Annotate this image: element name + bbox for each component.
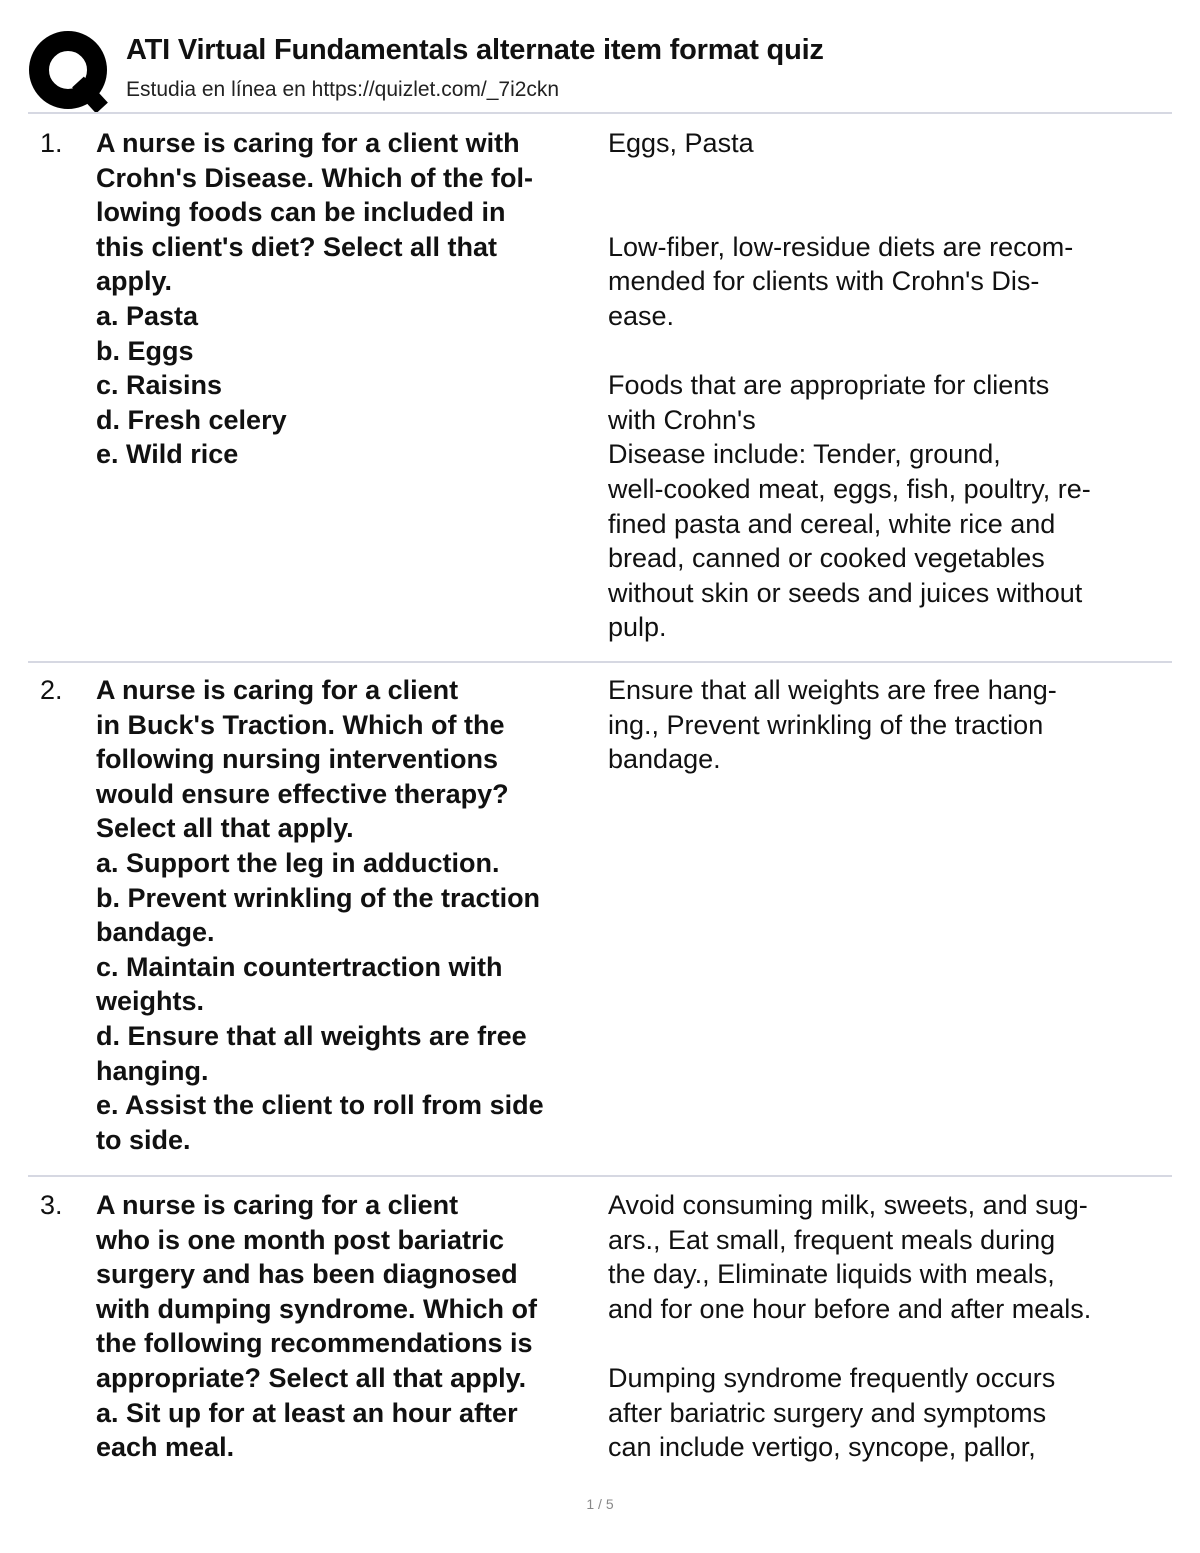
question-line: Select all that apply.: [96, 813, 354, 844]
question-line: Crohn's Disease. Which of the fol-: [96, 162, 533, 193]
question-text: [96, 1188, 606, 1465]
answer-line: Foods that are appropriate for clients: [608, 370, 1050, 401]
question-line: in Buck's Traction. Which of the: [96, 709, 505, 740]
answer-line: Ensure that all weights are free hang-: [608, 675, 1057, 705]
item-number: 1.: [40, 128, 63, 158]
question-line: weights.: [96, 986, 205, 1017]
document-subtitle: Estudia en línea en https://quizlet.com/_7i2ckn: [126, 78, 560, 101]
answer-line: well-cooked meat, eggs, fish, poultry, re-: [608, 473, 1091, 504]
answer-text: [608, 673, 1168, 777]
answer-line: the day., Eliminate liquids with meals,: [608, 1259, 1055, 1290]
document-title: ATI Virtual Fundamentals alternate item format quiz: [126, 34, 824, 66]
question-text: [96, 126, 606, 472]
question-line: b. Eggs: [96, 335, 194, 366]
quizlet-logo-icon: [28, 30, 110, 112]
answer-text: [608, 1188, 1168, 1465]
answer-line: mended for clients with Crohn's Dis-: [608, 266, 1040, 297]
answer-line: Dumping syndrome frequently occurs: [608, 1362, 1056, 1393]
divider: [28, 661, 1172, 663]
answer-line: Eggs, Pasta: [608, 128, 754, 158]
question-line: following nursing interventions: [96, 744, 498, 775]
item-number: 3.: [40, 1190, 63, 1220]
question-line: a. Sit up for at least an hour after: [96, 1397, 518, 1428]
answer-line: ing., Prevent wrinkling of the traction: [608, 709, 1044, 740]
question-line: d. Fresh celery: [96, 404, 287, 435]
question-line: hanging.: [96, 1055, 209, 1086]
answer-line: bandage.: [608, 744, 721, 775]
question-line: appropriate? Select all that apply.: [96, 1362, 527, 1393]
question-line: each meal.: [96, 1432, 235, 1463]
question-line: b. Prevent wrinkling of the traction: [96, 882, 541, 913]
question-line: c. Maintain countertraction with: [96, 951, 503, 982]
question-line: apply.: [96, 266, 173, 297]
question-line: d. Ensure that all weights are free: [96, 1020, 527, 1051]
answer-line: without skin or seeds and juices without: [608, 577, 1083, 608]
question-line: lowing foods can be included in: [96, 197, 506, 228]
answer-line: Avoid consuming milk, sweets, and sug-: [608, 1190, 1088, 1220]
question-line: e. Wild rice: [96, 439, 239, 470]
answer-line: fined pasta and cereal, white rice and: [608, 508, 1056, 539]
question-line: A nurse is caring for a client with: [96, 128, 520, 158]
answer-line: and for one hour before and after meals.: [608, 1293, 1092, 1324]
answer-line: ars., Eat small, frequent meals during: [608, 1224, 1056, 1255]
question-line: the following recommendations is: [96, 1328, 533, 1359]
item-number: 2.: [40, 675, 63, 705]
answer-line: Low-fiber, low-residue diets are recom-: [608, 231, 1074, 262]
question-line: to side.: [96, 1124, 191, 1155]
answer-line: after bariatric surgery and symptoms: [608, 1397, 1047, 1428]
question-line: a. Pasta: [96, 300, 199, 331]
answer-line: ease.: [608, 300, 675, 331]
answer-text: [608, 126, 1168, 645]
page-indicator: 1 / 5: [586, 1496, 614, 1512]
question-line: who is one month post bariatric: [96, 1224, 505, 1255]
question-line: e. Assist the client to roll from side: [96, 1090, 544, 1121]
answer-line: with Crohn's: [608, 404, 756, 435]
question-line: would ensure effective therapy?: [96, 778, 509, 809]
question-text: [96, 673, 606, 1157]
answer-line: Disease include: Tender, ground,: [608, 439, 1001, 470]
answer-line: can include vertigo, syncope, pallor,: [608, 1432, 1036, 1463]
question-line: a. Support the leg in adduction.: [96, 847, 500, 878]
question-line: surgery and has been diagnosed: [96, 1259, 518, 1290]
answer-line: pulp.: [608, 612, 667, 643]
question-line: with dumping syndrome. Which of: [96, 1293, 537, 1324]
question-line: this client's diet? Select all that: [96, 231, 498, 262]
divider: [28, 1175, 1172, 1177]
question-line: c. Raisins: [96, 370, 223, 401]
question-line: bandage.: [96, 917, 215, 948]
answer-line: bread, canned or cooked vegetables: [608, 543, 1045, 574]
document-header: [28, 28, 1172, 108]
question-line: A nurse is caring for a client: [96, 675, 459, 705]
divider: [28, 112, 1172, 114]
question-line: A nurse is caring for a client: [96, 1190, 459, 1220]
